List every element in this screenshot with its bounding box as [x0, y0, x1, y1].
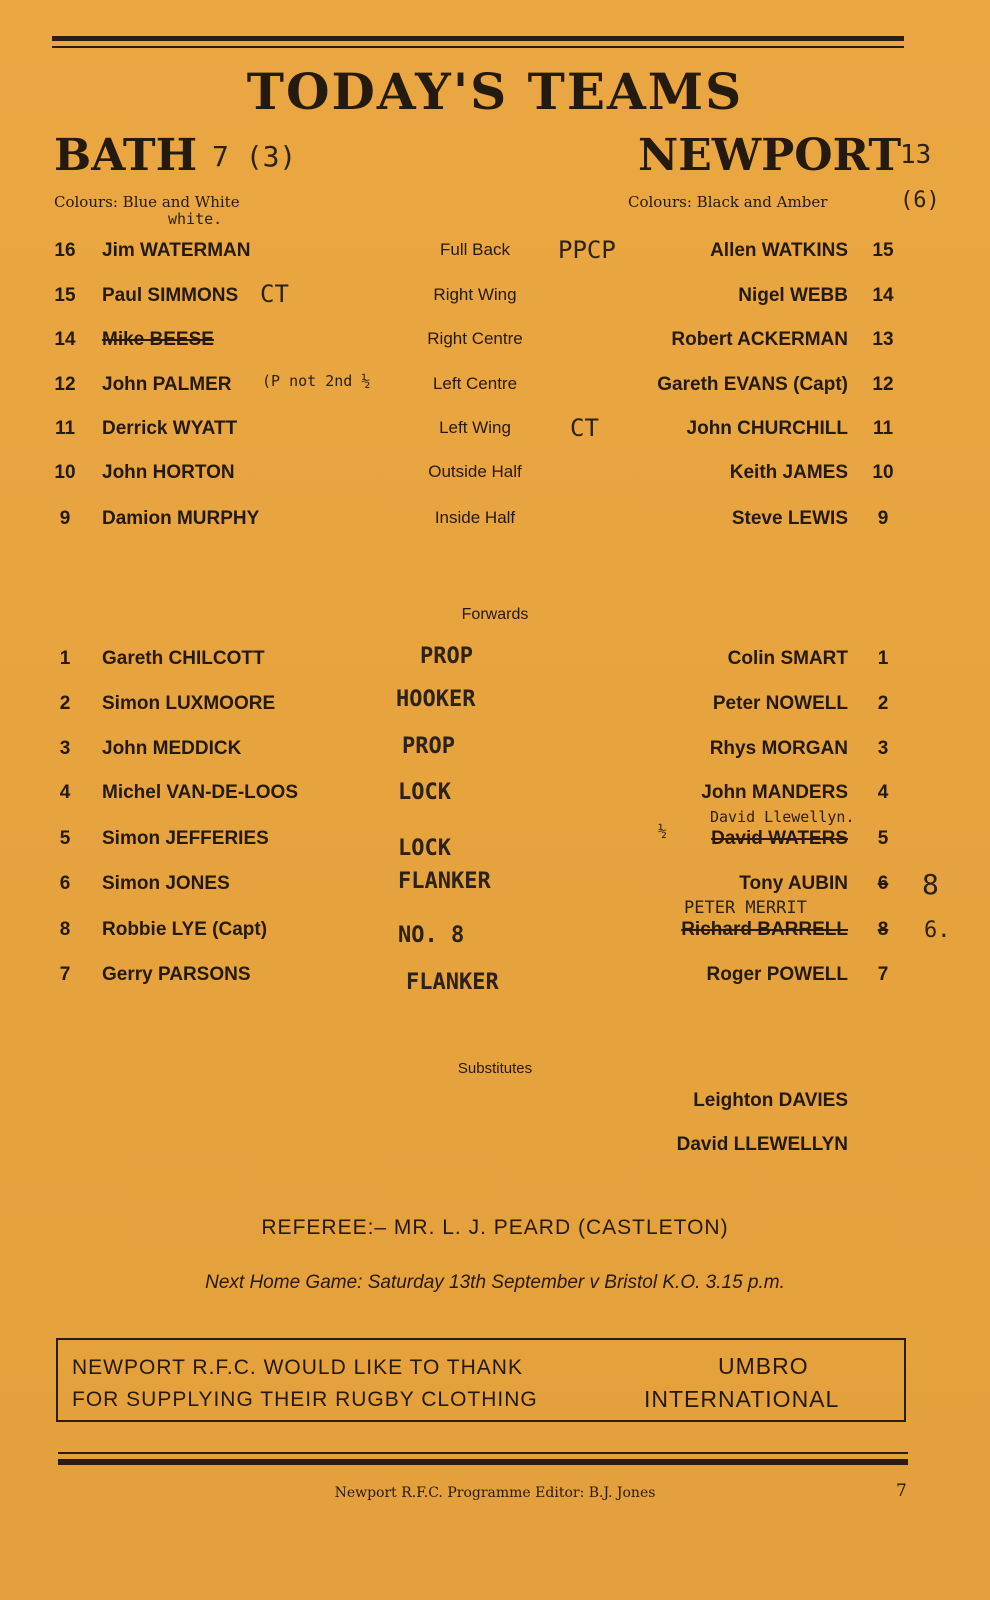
away-score-note: 13	[900, 140, 932, 170]
team-row	[0, 919, 990, 949]
home-player: Simon JONES	[102, 873, 230, 894]
home-player: Simon LUXMOORE	[102, 693, 276, 714]
home-number: 14	[54, 329, 76, 350]
home-player: Gareth CHILCOTT	[102, 648, 265, 669]
home-player: John MEDDICK	[102, 738, 242, 759]
home-number: 15	[54, 285, 76, 306]
away-number: 5	[877, 828, 889, 849]
team-row	[0, 869, 990, 903]
bottom-rule-thin	[58, 1452, 908, 1454]
away-player-struck: Richard BARRELL	[681, 919, 848, 940]
position: Inside Half	[434, 508, 516, 527]
palmer-handwritten-note: (P not 2nd ½	[262, 372, 371, 390]
team-row	[0, 418, 990, 448]
away-number: 4	[877, 782, 889, 803]
away-player: John MANDERS	[701, 782, 848, 803]
position: Full Back	[440, 240, 510, 259]
away-player: Colin SMART	[727, 648, 848, 669]
away-number: 7	[877, 964, 889, 985]
team-row	[0, 644, 990, 678]
away-player: Allen WATKINS	[710, 240, 848, 261]
bottom-rule-thick	[58, 1459, 908, 1465]
home-number: 10	[54, 462, 76, 483]
away-player: Tony AUBIN	[739, 873, 848, 894]
home-number: 7	[59, 964, 71, 985]
away-number: 12	[872, 374, 894, 395]
fullback-handwritten-note: PPCP	[558, 236, 616, 264]
position: Right Wing	[433, 285, 517, 304]
waters-time-note: ½	[658, 822, 668, 840]
away-number: 3	[877, 738, 889, 759]
position-handwritten: PROP	[402, 734, 455, 759]
home-score-note: 7 (3)	[212, 140, 297, 173]
home-number: 12	[54, 374, 76, 395]
home-team-name: BATH	[54, 130, 198, 181]
home-number: 1	[59, 648, 71, 669]
home-colours: Colours: Blue and White	[54, 193, 240, 211]
top-rule-thin	[52, 46, 904, 48]
away-number: 9	[877, 508, 889, 529]
team-row	[0, 508, 990, 538]
home-number: 9	[59, 508, 71, 529]
home-player: John PALMER	[102, 374, 232, 395]
home-player: John HORTON	[102, 462, 235, 483]
position: Outside Half	[428, 462, 522, 481]
team-row	[0, 734, 990, 768]
away-player: John CHURCHILL	[686, 418, 848, 439]
home-colours-note: white.	[168, 210, 223, 228]
home-player: Jim WATERMAN	[102, 240, 251, 261]
barrell-new-number: 6.	[924, 918, 951, 943]
team-row	[0, 828, 990, 861]
home-player: Michel VAN-DE-LOOS	[102, 782, 298, 803]
away-number: 2	[877, 693, 889, 714]
waters-replacement-note: David Llewellyn.	[710, 808, 855, 826]
sponsor-line-2: FOR SUPPLYING THEIR RUGBY CLOTHING	[72, 1388, 538, 1411]
away-number: 10	[872, 462, 894, 483]
team-row	[0, 329, 990, 359]
away-player-struck: David WATERS	[711, 828, 848, 849]
position: Left Centre	[432, 374, 518, 393]
home-player-struck: Mike BEESE	[102, 329, 214, 350]
sponsor-brand-2: INTERNATIONAL	[644, 1386, 840, 1412]
away-number: 14	[872, 285, 894, 306]
home-number: 16	[54, 240, 76, 261]
position-handwritten: FLANKER	[406, 970, 499, 995]
away-player: Steve LEWIS	[731, 508, 848, 529]
sponsor-brand-1: UMBRO	[718, 1353, 809, 1379]
away-player: Gareth EVANS (Capt)	[657, 374, 848, 395]
home-number: 8	[59, 919, 71, 940]
away-player: Keith JAMES	[729, 462, 848, 483]
away-number: 11	[872, 418, 894, 439]
page-number: 7	[896, 1481, 907, 1501]
home-number: 3	[59, 738, 71, 759]
sponsor-box	[56, 1338, 906, 1422]
next-home-game: Next Home Game: Saturday 13th September v Bristol K.O. 3.15 p.m.	[205, 1272, 785, 1293]
away-number-struck: 8	[877, 919, 889, 940]
away-player: Peter NOWELL	[712, 693, 848, 714]
away-player: Nigel WEBB	[738, 285, 848, 306]
home-number: 11	[54, 418, 76, 439]
team-row	[0, 687, 990, 723]
sponsor-line-1: NEWPORT R.F.C. WOULD LIKE TO THANK	[72, 1356, 523, 1379]
barrell-replacement-note: PETER MERRIT	[684, 898, 807, 918]
position-handwritten: NO. 8	[398, 923, 465, 948]
home-player: Paul SIMMONS	[102, 285, 239, 306]
programme-editor-footer: Newport R.F.C. Programme Editor: B.J. Jones	[334, 1485, 656, 1501]
substitute-player: David LLEWELLYN	[676, 1134, 848, 1155]
home-player: Derrick WYATT	[102, 418, 238, 439]
position-handwritten: LOCK	[398, 836, 451, 861]
away-team-name: NEWPORT	[638, 130, 902, 181]
away-number: 15	[872, 240, 894, 261]
home-player: Damion MURPHY	[102, 508, 260, 529]
substitute-player: Leighton DAVIES	[693, 1090, 848, 1111]
referee-line: REFEREE:– MR. L. J. PEARD (CASTLETON)	[261, 1216, 729, 1239]
home-number: 6	[59, 873, 71, 894]
position-handwritten: FLANKER	[398, 869, 491, 894]
home-number: 5	[59, 828, 71, 849]
away-colours: Colours: Black and Amber	[628, 193, 828, 211]
position: Left Wing	[439, 418, 511, 437]
home-number: 4	[59, 782, 71, 803]
aubin-new-number: 8	[922, 868, 939, 901]
away-number-struck: 6	[877, 873, 889, 894]
away-player: Robert ACKERMAN	[671, 329, 848, 350]
away-number: 13	[872, 329, 894, 350]
leftwing-handwritten-note: CT	[570, 414, 599, 442]
team-row	[0, 964, 990, 994]
position: Right Centre	[427, 329, 523, 348]
page-title: TODAY'S TEAMS	[246, 62, 744, 121]
home-number: 2	[59, 693, 71, 714]
forwards-heading: Forwards	[461, 606, 529, 623]
position-handwritten: LOCK	[398, 780, 451, 805]
team-row	[0, 374, 990, 404]
position-handwritten: HOOKER	[396, 687, 476, 712]
home-player: Gerry PARSONS	[102, 964, 251, 985]
away-number: 1	[877, 648, 889, 669]
home-player: Robbie LYE (Capt)	[102, 919, 268, 940]
substitutes-heading: Substitutes	[457, 1060, 533, 1077]
team-row	[0, 462, 990, 492]
position-handwritten: PROP	[420, 644, 473, 669]
team-row	[0, 285, 990, 315]
away-player: Rhys MORGAN	[709, 738, 848, 759]
away-half-note: (6)	[900, 188, 940, 213]
top-rule-thick	[52, 36, 904, 41]
team-row	[0, 240, 990, 270]
home-player: Simon JEFFERIES	[102, 828, 269, 849]
simmons-handwritten-note: CT	[260, 280, 289, 308]
away-player: Roger POWELL	[706, 964, 848, 985]
